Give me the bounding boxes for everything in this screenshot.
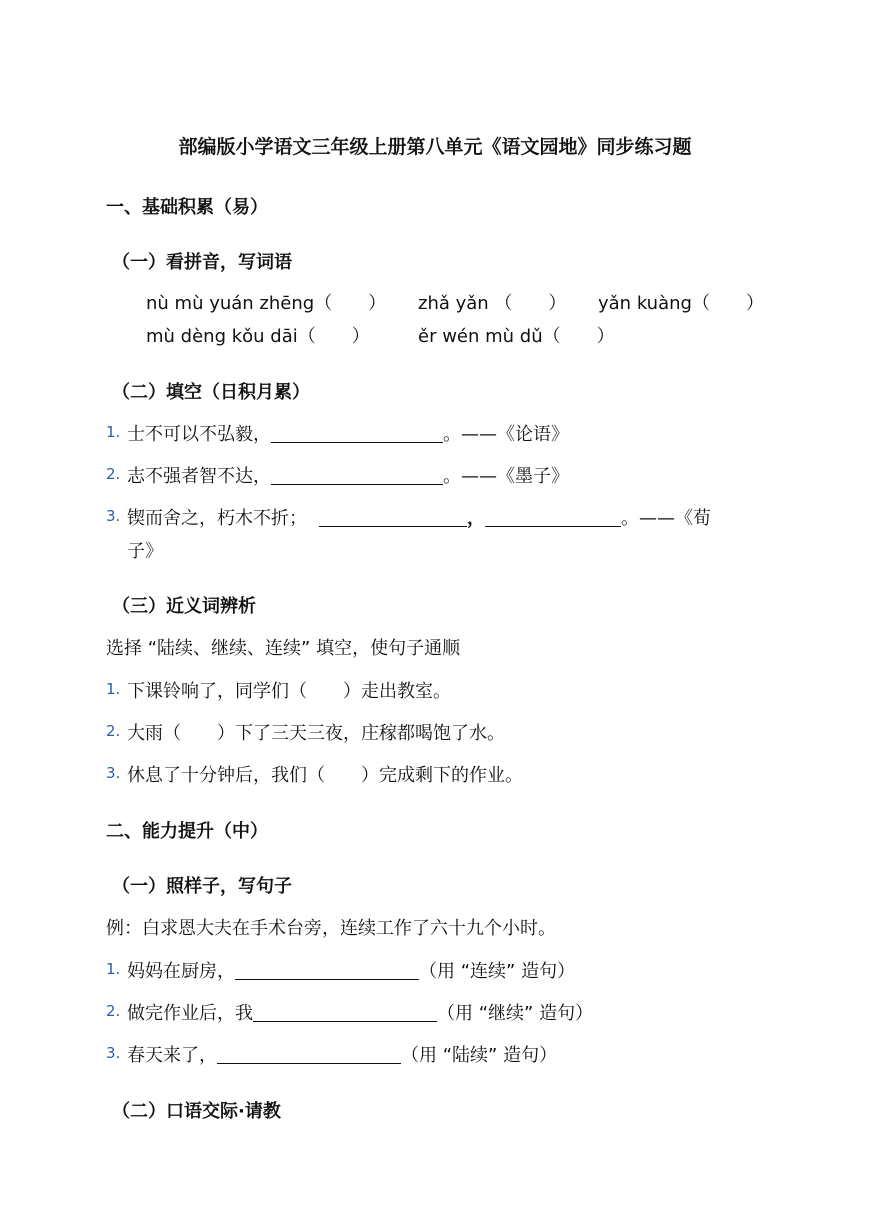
item-text: 做完作业后，我 bbox=[127, 1003, 253, 1024]
pinyin-item: yǎn kuàng（ ） bbox=[598, 293, 764, 314]
list-number: 1. bbox=[106, 680, 121, 698]
part-1-2-heading: （二）填空（日积月累） bbox=[112, 382, 310, 403]
item-wrap-text: 子》 bbox=[127, 541, 163, 562]
item-hint: （用 “陆续” 造句） bbox=[401, 1045, 558, 1066]
list-number: 2. bbox=[106, 465, 121, 483]
list-number: 2. bbox=[106, 1002, 121, 1020]
item-separator: ， bbox=[467, 508, 485, 529]
write-sentence-item bbox=[127, 999, 593, 1025]
item-source: 。——《荀 bbox=[621, 508, 711, 529]
sentence-item: 下课铃响了，同学们（ ）走出教室。 bbox=[127, 681, 451, 702]
write-sentence-item bbox=[127, 1041, 557, 1067]
answer-blank[interactable] bbox=[271, 424, 443, 443]
list-number: 3. bbox=[106, 764, 121, 782]
item-text: 锲而舍之，朽木不折； bbox=[127, 508, 307, 529]
sentence-item: 大雨（ ）下了三天三夜，庄稼都喝饱了水。 bbox=[127, 723, 505, 744]
fill-blank-item bbox=[127, 420, 569, 446]
answer-blank[interactable] bbox=[253, 1003, 437, 1022]
list-number: 1. bbox=[106, 960, 121, 978]
part-2-2-heading: （二）口语交际·请教 bbox=[112, 1101, 281, 1122]
part-2-1-heading: （一）照样子，写句子 bbox=[112, 876, 292, 897]
pinyin-item: mù dèng kǒu dāi（ ） bbox=[146, 326, 370, 347]
answer-blank[interactable] bbox=[319, 508, 467, 527]
pinyin-item: zhǎ yǎn （ ） bbox=[418, 293, 567, 314]
write-sentence-item bbox=[127, 957, 575, 983]
sentence-item: 休息了十分钟后，我们（ ）完成剩下的作业。 bbox=[127, 765, 523, 786]
list-number: 3. bbox=[106, 507, 121, 525]
item-text: 志不强者智不达， bbox=[127, 466, 271, 487]
item-source: 。——《论语》 bbox=[443, 424, 569, 445]
answer-blank[interactable] bbox=[217, 1045, 401, 1064]
section-1-heading: 一、基础积累（易） bbox=[106, 197, 268, 218]
part-1-1-heading: （一）看拼音，写词语 bbox=[112, 252, 292, 273]
list-number: 3. bbox=[106, 1044, 121, 1062]
answer-blank[interactable] bbox=[485, 508, 621, 527]
page-title: 部编版小学语文三年级上册第八单元《语文园地》同步练习题 bbox=[178, 136, 692, 158]
part-1-3-heading: （三）近义词辨析 bbox=[112, 596, 256, 617]
item-text: 妈妈在厨房， bbox=[127, 961, 235, 982]
section-2-heading: 二、能力提升（中） bbox=[106, 821, 268, 842]
fill-blank-item bbox=[127, 504, 711, 530]
pinyin-item: nù mù yuán zhēng（ ） bbox=[146, 293, 387, 314]
pinyin-item: ěr wén mù dǔ（ ） bbox=[418, 326, 615, 347]
item-text: 春天来了， bbox=[127, 1045, 217, 1066]
answer-blank[interactable] bbox=[271, 466, 443, 485]
item-hint: （用 “连续” 造句） bbox=[419, 961, 576, 982]
fill-blank-item bbox=[127, 462, 569, 488]
item-hint: （用 “继续” 造句） bbox=[437, 1003, 594, 1024]
list-number: 2. bbox=[106, 722, 121, 740]
instruction-text: 选择 “陆续、继续、连续” 填空，使句子通顺 bbox=[106, 638, 461, 659]
example-text: 例：白求恩大夫在手术台旁，连续工作了六十九个小时。 bbox=[106, 918, 556, 939]
item-text: 士不可以不弘毅， bbox=[127, 424, 271, 445]
item-source: 。——《墨子》 bbox=[443, 466, 569, 487]
list-number: 1. bbox=[106, 423, 121, 441]
answer-blank[interactable] bbox=[235, 961, 419, 980]
